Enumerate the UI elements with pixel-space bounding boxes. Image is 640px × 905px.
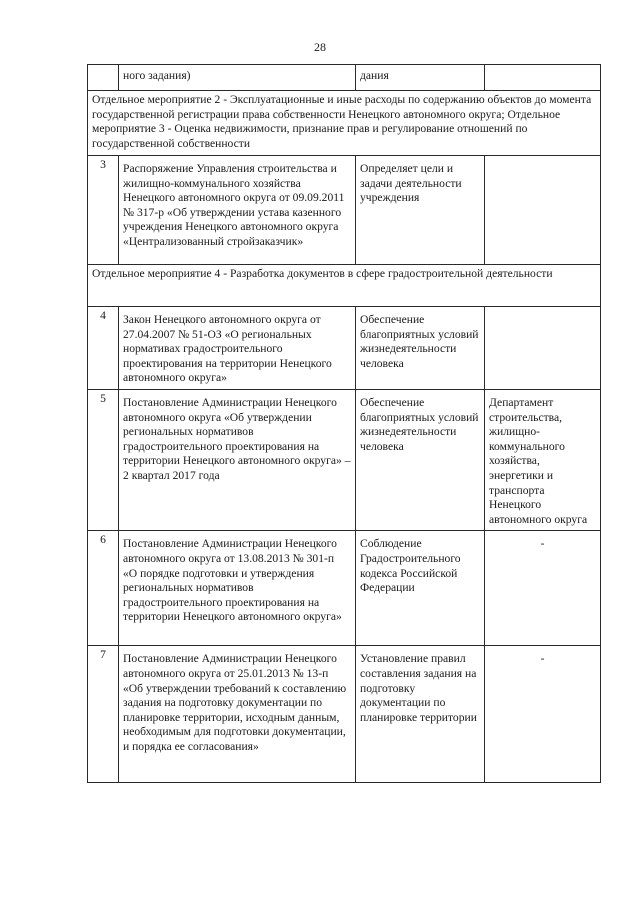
purpose-cell: Обеспечение благоприятных условий жизнедеятельности человека [356,389,485,530]
row-number [88,65,119,91]
executor-cell: Департамент строительства, жилищно-коммунального хозяйства, энергетики и транспорта Ненецкого автономного округа [485,389,601,530]
purpose-cell: дания [356,65,485,91]
section-row-measure-4 [88,265,601,307]
purpose-cell: Установление правил составления задания на подготовку документации по планировке территории [356,646,485,783]
executor-cell [485,156,601,265]
legal-basis-table [87,64,601,783]
document-cell: Распоряжение Управления строительства и жилищно-коммунального хозяйства Ненецкого автономного округа от 09.09.2011 № 317-р «Об утверждении устава казенного учреждения Ненецкого автономного округа «Централизованный стройзаказчик» [119,156,356,265]
executor-cell [485,307,601,390]
document-cell: Постановление Администрации Ненецкого автономного округа «Об утверждении региональных нормативов градостроительного проектирования на территории Ненецкого автономного округа» – 2 квартал 2017 года [119,389,356,530]
row-number: 6 [88,531,119,646]
purpose-cell: Определяет цели и задачи деятельности учреждения [356,156,485,265]
table-row [88,646,601,783]
purpose-cell: Обеспечение благоприятных условий жизнедеятельности человека [356,307,485,390]
page-number: 28 [314,40,326,54]
table-row [88,389,601,530]
row-number: 5 [88,389,119,530]
row-number: 3 [88,156,119,265]
executor-cell: - [485,531,601,646]
row-number: 7 [88,646,119,783]
table-row-continuation [88,65,601,91]
section-row-measures-2-3 [88,91,601,156]
document-cell: Постановление Администрации Ненецкого автономного округа от 25.01.2013 № 13-п «Об утверждении требований к составлению задания на подготовку документации по планировке территории, исходным данным, необходимым для подготовки документации, и порядка ее согласования» [119,646,356,783]
table-row [88,156,601,265]
document-cell: ного задания) [119,65,356,91]
document-cell: Закон Ненецкого автономного округа от 27.04.2007 № 51-ОЗ «О региональных нормативах градостроительного проектирования на территории Ненецкого автономного округа» [119,307,356,390]
document-cell: Постановление Администрации Ненецкого автономного округа от 13.08.2013 № 301-п «О порядке подготовки и утверждения региональных нормативов градостроительного проектирования на территории Ненецкого автономного округа» [119,531,356,646]
section-heading: Отдельное мероприятие 2 - Эксплуатационные и иные расходы по содержанию объектов до момента государственной регистрации права собственности Ненецкого автономного округа; Отдельное мероприятие 3 - Оценка недвижимости, признание прав и регулирование отношений по государственной собственности [88,91,601,156]
executor-cell [485,65,601,91]
row-number: 4 [88,307,119,390]
section-heading: Отдельное мероприятие 4 - Разработка документов в сфере градостроительной деятельности [88,265,601,307]
table-row [88,531,601,646]
purpose-cell: Соблюдение Градостроительного кодекса Российской Федерации [356,531,485,646]
executor-cell: - [485,646,601,783]
table-row [88,307,601,390]
